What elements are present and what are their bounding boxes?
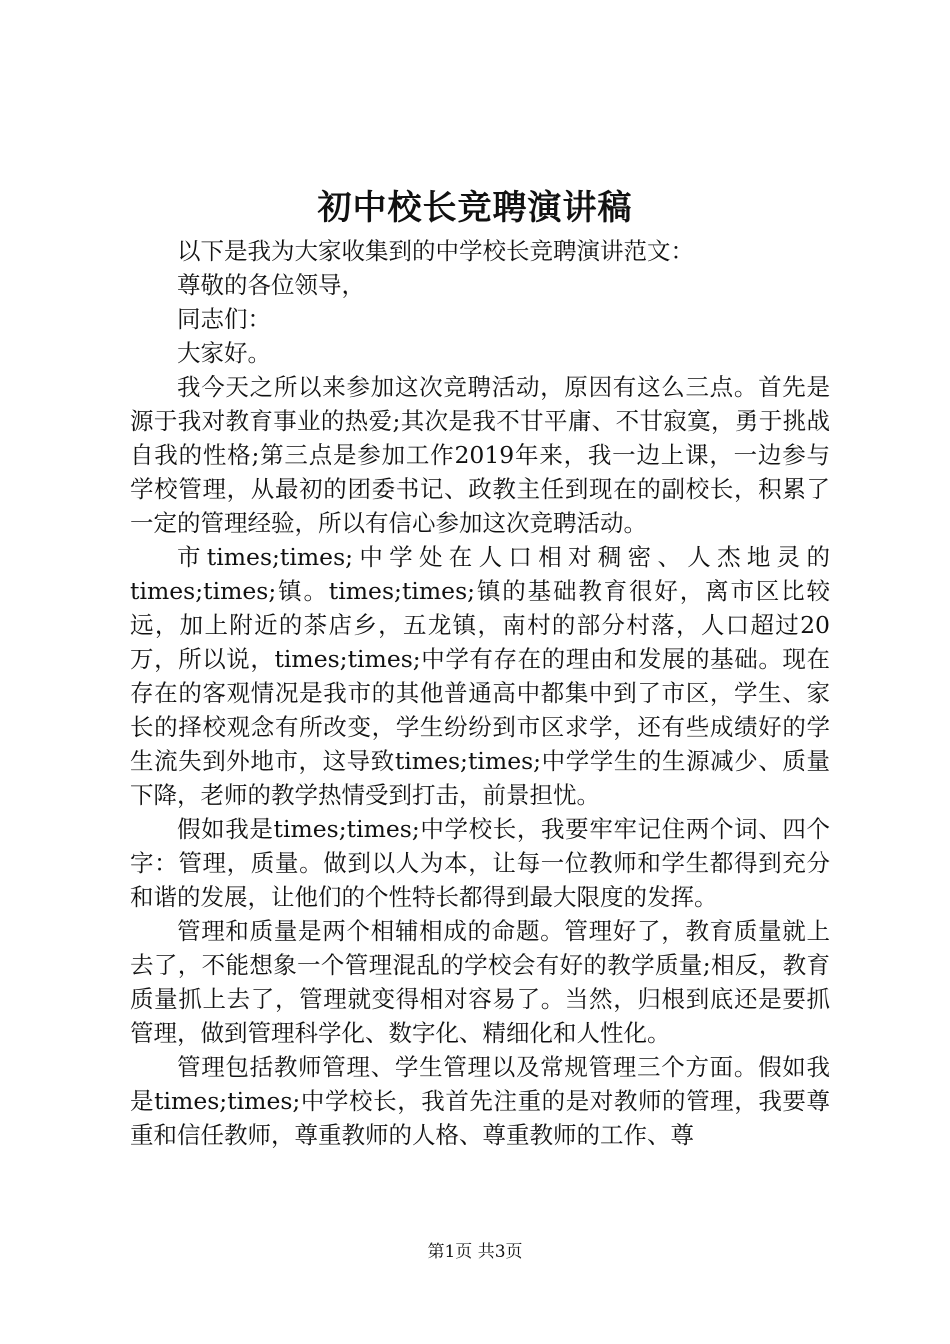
document-body [130, 234, 830, 1152]
paragraph-salutation: 尊敬的各位领导， [177, 271, 365, 299]
paragraph-management-aspects: 管理包括教师管理、学生管理以及常规管理三个方面。假如我是times;times;中学校长，我首先注重的是对教师的管理，我要尊重和信任教师，尊重教师的人格、尊重教师的工作、尊 [130, 1053, 830, 1149]
paragraph-comrades: 同志们： [177, 305, 271, 333]
paragraph-reasons: 我今天之所以来参加这次竞聘活动，原因有这么三点。首先是源于我对教育事业的热爱;其次是我不甘平庸、不甘寂寞，勇于挑战自我的性格;第三点是参加工作2019年来，我一边上课，一边参与学校管理，从最初的团委书记、政教主任到现在的副校长，积累了一定的管理经验，所以有信心参加这次竞聘活动。 [130, 373, 830, 537]
page-footer: 第1页 共3页 [427, 1242, 523, 1262]
paragraph-intro: 以下是我为大家收集到的中学校长竞聘演讲范文： [177, 237, 694, 265]
paragraph-school-situation: 市times;times;中学处在人口相对稠密、人杰地灵的times;times;镇。times;times;镇的基础教育很好，离市区比较远，加上附近的茶店乡，五龙镇，南村的部分村落，人口超过20万，所以说，times;times;中学有存在的理由和发展的基础。现在存在的客观情况是我市的其他普通高中都集中到了市区，学生、家长的择校观念有所改变，学生纷纷到市区求学，还有些成绩好的学生流失到外地市，这导致times;times;中学学生的生源减少、质量下降，老师的教学热情受到打击，前景担忧。 [130, 543, 830, 809]
document-title: 初中校长竞聘演讲稿 [317, 188, 633, 228]
paragraph-management-quality: 管理和质量是两个相辅相成的命题。管理好了，教育质量就上去了，不能想象一个管理混乱的学校会有好的教学质量;相反，教育质量抓上去了，管理就变得相对容易了。当然，归根到底还是要抓管理，做到管理科学化、数字化、精细化和人性化。 [130, 917, 830, 1047]
paragraph-greeting: 大家好。 [177, 339, 271, 367]
paragraph-if-principal: 假如我是times;times;中学校长，我要牢牢记住两个词、四个字：管理，质量。做到以人为本，让每一位教师和学生都得到充分和谐的发展，让他们的个性特长都得到最大限度的发挥。 [130, 815, 830, 911]
